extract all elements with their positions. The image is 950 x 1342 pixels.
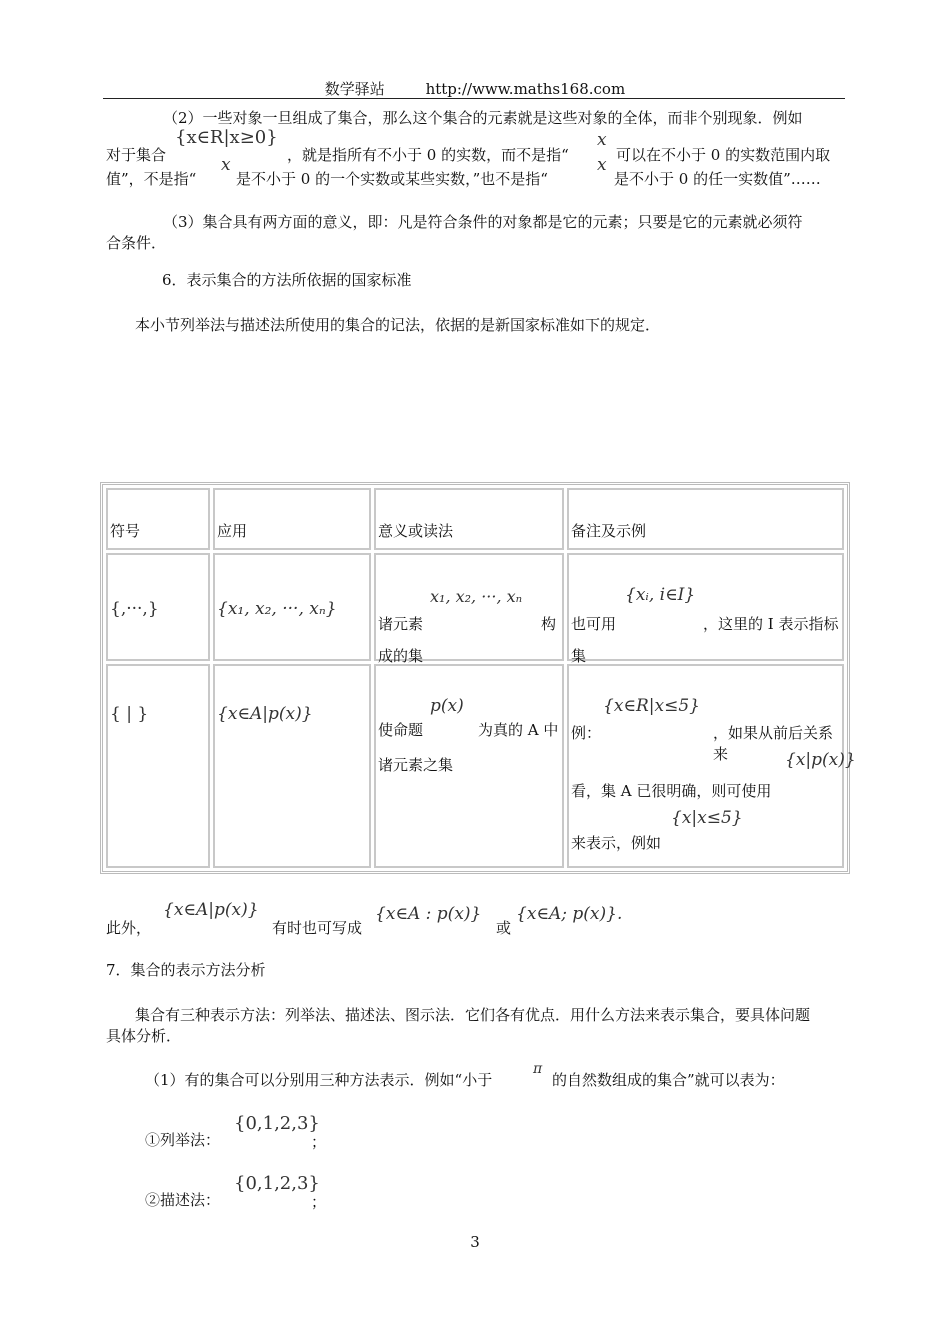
meaning-cell [374, 664, 564, 868]
item2-formula: {0,1,2,3} [234, 1173, 320, 1194]
notes-cell [567, 553, 844, 665]
besides-text-b: 有时也可写成 [272, 919, 363, 937]
set-formula-x-geq-0: {x∈R|x≥0} [175, 127, 278, 148]
besides-text-c: 或 [496, 919, 512, 937]
application-enumeration: {x₁, x₂, ···, xₙ} [217, 599, 337, 619]
pi-symbol: π [533, 1061, 543, 1077]
item1-label: ①列举法： [145, 1131, 221, 1149]
para7-line2: 具体分析． [106, 1027, 182, 1045]
header-rule [103, 98, 845, 99]
para2-line2b: ，就是指所有不小于 0 的实数，而不是指“ [287, 146, 569, 164]
item1-tail: ； [311, 1133, 327, 1151]
para2-line2c: 可以在不小于 0 的实数范围内取 [616, 146, 831, 164]
table-row [106, 553, 844, 661]
header-cell-meaning: 意义或读法 [374, 488, 564, 550]
table-row [106, 664, 844, 868]
meaning-text-c: 诸元素之集 [378, 756, 454, 774]
meaning-formula-predicate: p(x) [430, 696, 464, 716]
para2-line3c: 是不小于 0 的任一实数值”…… [614, 170, 821, 188]
header-cell-application: 应用 [213, 488, 371, 550]
application-cell [213, 553, 371, 661]
para7-line1: 集合有三种表示方法：列举法、描述法、图示法．它们各有优点．用什么方法来表示集合，要具体问题 [135, 1006, 811, 1024]
table-header-row [106, 488, 844, 550]
para7-1-text-a: （1）有的集合可以分别用三种方法表示．例如“小于 [145, 1071, 493, 1089]
meaning-text-a: 诸元素 [378, 615, 424, 633]
notes-cell [567, 664, 856, 868]
section7-title: 7．集合的表示方法分析 [106, 961, 266, 979]
item2-label: ②描述法： [145, 1191, 221, 1209]
meaning-text-c: 成的集 [378, 647, 424, 665]
note-text-d: 来表示，例如 [571, 834, 662, 852]
header-url: http://www.maths168.com [425, 80, 626, 98]
note-text-b: ，这里的 I 表示指标 [703, 615, 839, 633]
besides-text-a: 此外， [106, 919, 152, 937]
meaning-text-b: 为真的 A 中 [478, 721, 559, 739]
para2-line3b: 是不小于 0 的一个实数或某些实数，”也不是指“ [236, 170, 548, 188]
besides-formula-1: {x∈A|p(x)} [163, 900, 259, 920]
application-cell [213, 664, 371, 868]
para7-1-text-b: 的自然数组成的集合”就可以表为： [552, 1071, 785, 1089]
besides-formula-3: {x∈A; p(x)}. [516, 904, 623, 924]
note-formula-index-set: {xᵢ, i∈I} [625, 585, 696, 605]
symbol-description: { | } [110, 704, 149, 724]
para3-line1: （3）集合具有两方面的意义，即：凡是符合条件的对象都是它的元素；只要是它的元素就必须符 [163, 213, 803, 231]
note-text-b: ，如果从前后关系来 [713, 724, 834, 763]
header-cell-notes: 备注及示例 [567, 488, 844, 550]
notation-table [100, 482, 856, 874]
var-x-1: x [597, 130, 607, 150]
besides-formula-2: {x∈A : p(x)} [375, 904, 482, 924]
item2-tail: ； [311, 1193, 327, 1211]
page-header [0, 78, 950, 99]
note-formula-example2: {x|p(x)} [785, 750, 856, 770]
note-text-a: 例： [571, 724, 602, 742]
page-number: 3 [470, 1233, 480, 1251]
note-formula-example1: {x∈R|x≤5} [603, 696, 700, 716]
header-site-name: 数学驿站 [324, 80, 385, 98]
item1-formula: {0,1,2,3} [234, 1113, 320, 1134]
para2-line3a: 值”，不是指“ [106, 170, 197, 188]
symbol-cell [106, 664, 210, 868]
meaning-text-b: 构 [540, 615, 556, 633]
meaning-formula-elements: x₁, x₂, ···, xₙ [430, 587, 523, 606]
meaning-cell [374, 553, 564, 665]
application-description: {x∈A|p(x)} [217, 704, 313, 724]
para2-line1: （2）一些对象一旦组成了集合，那么这个集合的元素就是这些对象的全体，而非个别现象．例如 [163, 109, 803, 127]
var-x-2: x [221, 155, 231, 175]
header-cell-symbol: 符号 [106, 488, 210, 550]
var-x-3: x [597, 155, 607, 175]
note-text-c: 集 [571, 647, 587, 665]
symbol-cell [106, 553, 210, 661]
section6-intro: 本小节列举法与描述法所使用的集合的记法，依据的是新国家标准如下的规定． [135, 316, 661, 334]
note-text-a: 也可用 [571, 615, 617, 633]
para3-line2: 合条件． [106, 234, 167, 252]
note-text-c: 看，集 A 已很明确，则可使用 [571, 782, 772, 800]
meaning-text-a: 使命题 [378, 721, 424, 739]
section6-title: 6．表示集合的方法所依据的国家标准 [162, 271, 412, 289]
para2-line2a: 对于集合 [106, 146, 167, 164]
note-formula-example3: {x|x≤5} [671, 808, 743, 828]
symbol-enumeration: {,···,} [110, 599, 159, 619]
